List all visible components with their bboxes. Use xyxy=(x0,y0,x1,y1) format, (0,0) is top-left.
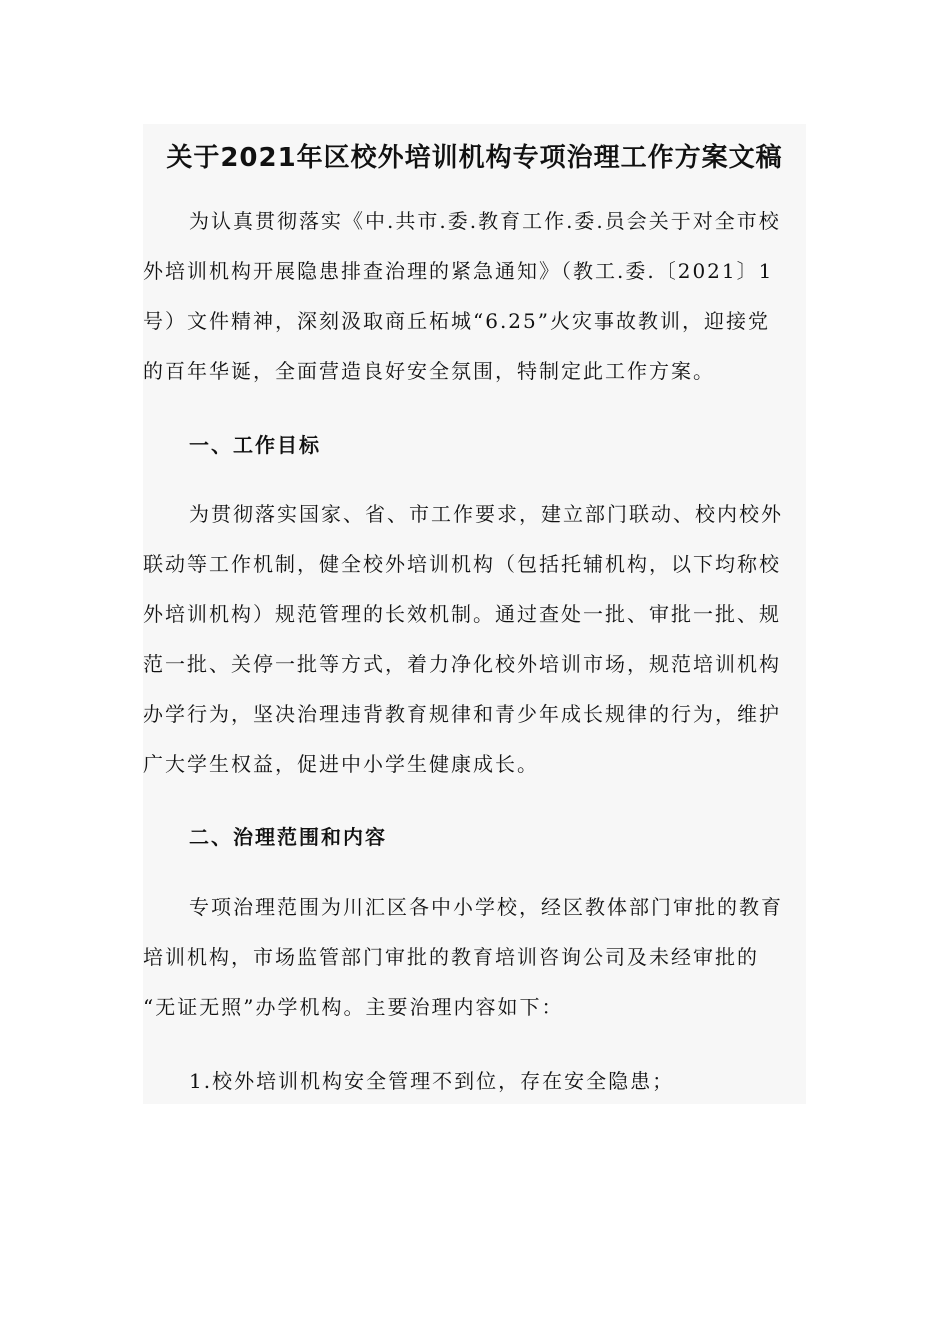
paragraph-line: 联动等工作机制，健全校外培训机构（包括托辅机构，以下均称校 xyxy=(143,552,781,576)
paragraph-line: 专项治理范围为川汇区各中小学校，经区教体部门审批的教育 xyxy=(189,895,783,919)
paragraph-line: 外培训机构）规范管理的长效机制。通过查处一批、审批一批、规 xyxy=(143,602,781,626)
paragraph-line: 为认真贯彻落实《中.共市.委.教育工作.委.员会关于对全市校 xyxy=(189,209,781,233)
paragraph-line: 范一批、关停一批等方式，着力净化校外培训市场，规范培训机构 xyxy=(143,652,781,676)
goals-paragraph xyxy=(143,489,806,789)
paragraph-line: 广大学生权益，促进中小学生健康成长。 xyxy=(143,752,539,776)
scope-paragraph xyxy=(143,882,806,1032)
section-heading-goals: 一、工作目标 xyxy=(189,433,321,457)
paragraph-line: 号）文件精神，深刻汲取商丘柘城“6.25”火灾事故教训，迎接党 xyxy=(143,309,770,333)
paragraph-line: 培训机构，市场监管部门审批的教育培训咨询公司及未经审批的 xyxy=(143,945,759,969)
list-item-1: 1.校外培训机构安全管理不到位，存在安全隐患； xyxy=(189,1069,675,1093)
paragraph-line: 外培训机构开展隐患排查治理的紧急通知》（教工.委.〔2021〕1 xyxy=(143,259,774,283)
paragraph-line: 为贯彻落实国家、省、市工作要求，建立部门联动、校内校外 xyxy=(189,502,783,526)
paragraph-line: “无证无照”办学机构。主要治理内容如下： xyxy=(143,995,564,1019)
section-heading-scope: 二、治理范围和内容 xyxy=(189,825,387,849)
intro-paragraph xyxy=(143,196,806,396)
document-title: 关于2021年区校外培训机构专项治理工作方案文稿 xyxy=(166,143,783,173)
paragraph-line: 办学行为，坚决治理违背教育规律和青少年成长规律的行为，维护 xyxy=(143,702,781,726)
document-page xyxy=(143,124,806,1104)
paragraph-line: 的百年华诞，全面营造良好安全氛围，特制定此工作方案。 xyxy=(143,359,715,383)
list-item xyxy=(143,1056,806,1106)
